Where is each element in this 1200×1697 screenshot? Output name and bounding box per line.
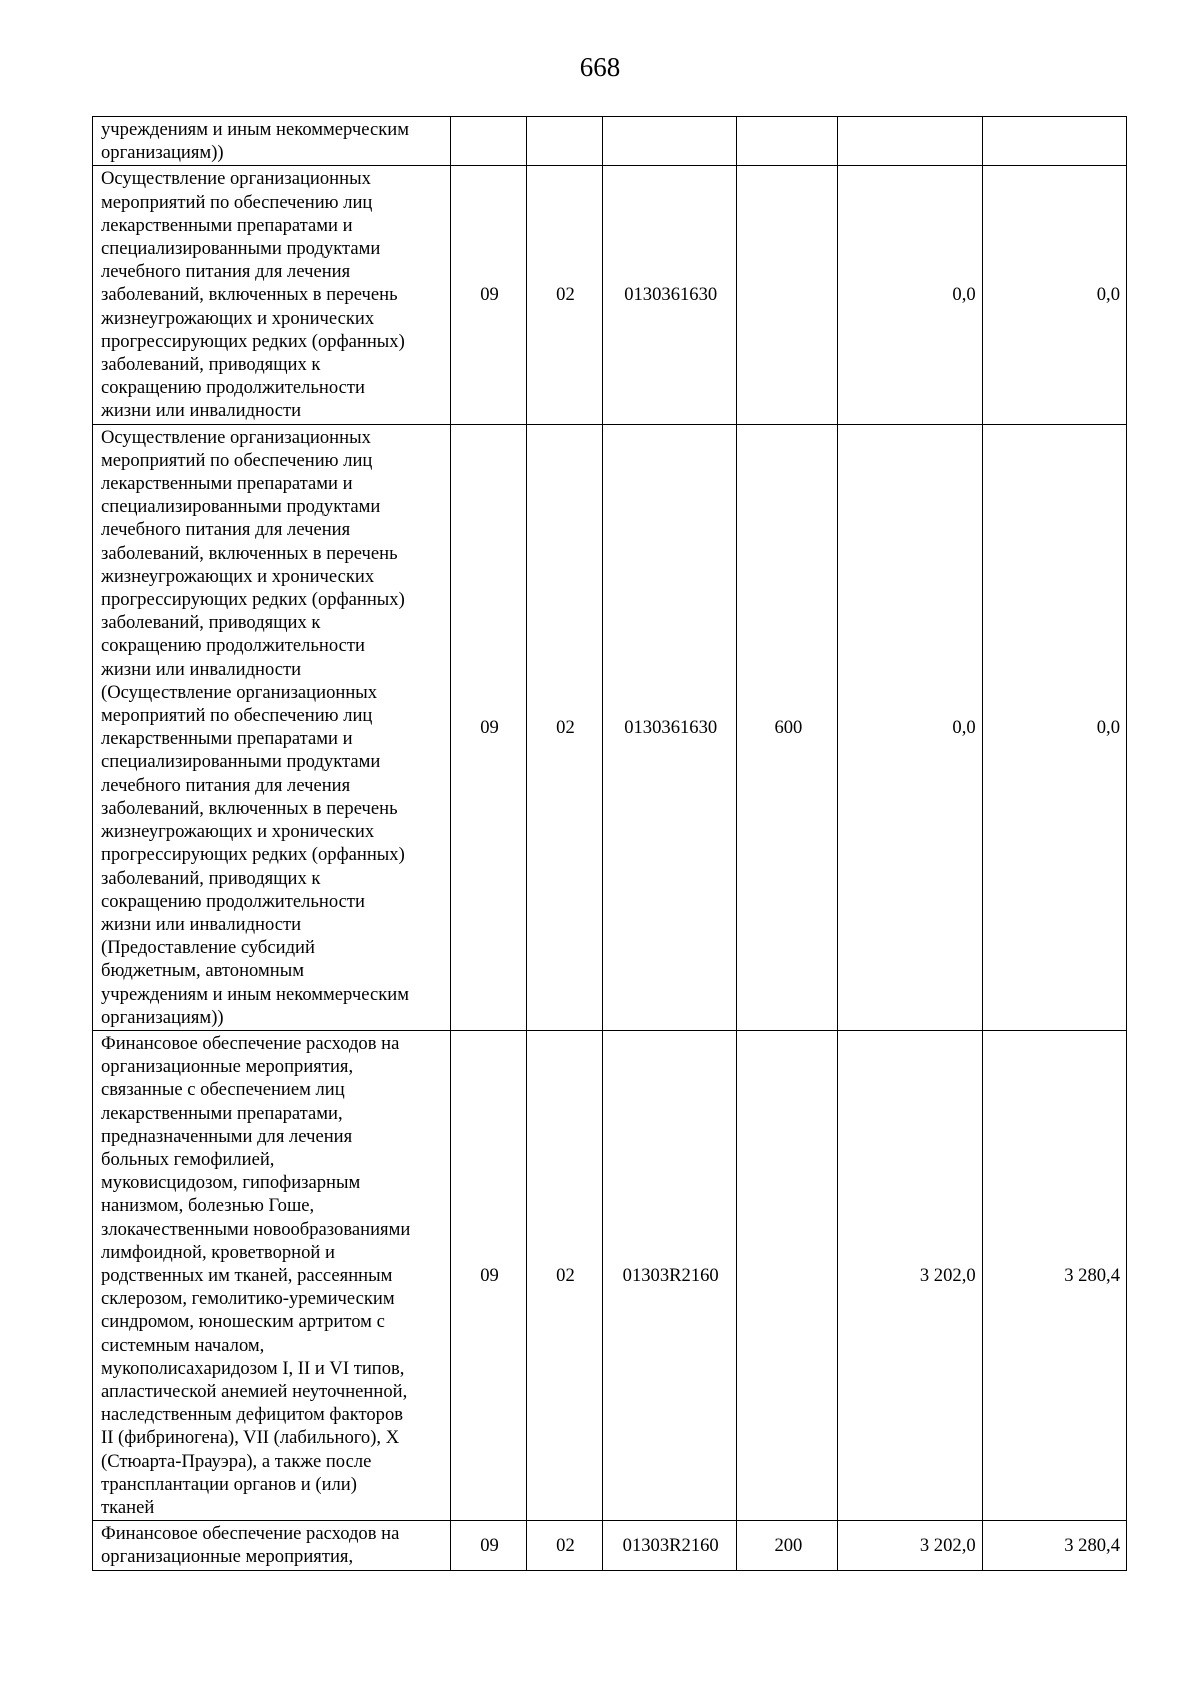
subsection-code-cell: 02 (526, 1030, 602, 1520)
amount-year-1-cell: 0,0 (838, 166, 982, 424)
description-line: мукополисахаридозом I, II и VI типов, (101, 1357, 405, 1379)
target-article-cell: 01303R2160 (602, 1030, 737, 1520)
description-line: мероприятий по обеспечению лиц (101, 705, 373, 727)
description-line: организациям)) (101, 142, 224, 164)
description-line: прогрессирующих редких (орфанных) (101, 330, 405, 352)
description-line: наследственным дефицитом факторов (101, 1404, 404, 1426)
expense-type-cell (737, 117, 838, 166)
subsection-code-cell: 02 (526, 424, 602, 1030)
description-line: склерозом, гемолитико-уремическим (101, 1288, 395, 1310)
expense-type-cell: 600 (737, 424, 838, 1030)
description-line: прогрессирующих редких (орфанных) (101, 589, 405, 611)
description-line: жизни или инвалидности (101, 658, 302, 680)
description-line: заболеваний, приводящих к (101, 612, 321, 634)
description-line: жизнеугрожающих и хронических (101, 307, 375, 329)
target-article-cell: 01303R2160 (602, 1521, 737, 1570)
amount-year-1-cell: 3 202,0 (838, 1030, 982, 1520)
description-line: заболеваний, включенных в перечень (101, 797, 398, 819)
description-line: предназначенными для лечения (101, 1125, 353, 1147)
description-cell (93, 117, 451, 166)
target-article-cell: 0130361630 (602, 424, 737, 1030)
expense-type-cell (737, 166, 838, 424)
description-line: лекарственными препаратами, (101, 1102, 343, 1124)
description-line: заболеваний, включенных в перечень (101, 284, 398, 306)
description-line: сокращению продолжительности (101, 377, 365, 399)
description-line: нанизмом, болезнью Гоше, (101, 1195, 315, 1217)
description-line: специализированными продуктами (101, 496, 381, 518)
description-line: муковисцидозом, гипофизарным (101, 1172, 361, 1194)
description-line: прогрессирующих редких (орфанных) (101, 844, 405, 866)
description-line: организациям)) (101, 1006, 224, 1028)
target-article-cell: 0130361630 (602, 166, 737, 424)
description-line: сокращению продолжительности (101, 890, 365, 912)
description-line: жизни или инвалидности (101, 913, 302, 935)
description-line: тканей (101, 1496, 155, 1518)
amount-year-1-cell: 0,0 (838, 424, 982, 1030)
description-line: бюджетным, автономным (101, 960, 304, 982)
description-line: связанные с обеспечением лиц (101, 1079, 345, 1101)
description-cell (93, 166, 451, 424)
description-line: заболеваний, включенных в перечень (101, 542, 398, 564)
description-line: организационные мероприятия, (101, 1546, 354, 1568)
expense-type-cell (737, 1030, 838, 1520)
description-line: родственных им тканей, рассеянным (101, 1264, 393, 1286)
description-line: (Стюарта-Прауэра), а также после (101, 1450, 372, 1472)
table-row (93, 1030, 1127, 1520)
description-line: лекарственными препаратами и (101, 473, 353, 495)
description-line: лечебного питания для лечения (101, 261, 351, 283)
description-line: жизнеугрожающих и хронических (101, 565, 375, 587)
amount-year-2-cell (982, 117, 1126, 166)
subsection-code-cell (526, 117, 602, 166)
description-cell (93, 1521, 451, 1570)
description-line: (Предоставление субсидий (101, 937, 315, 959)
description-line: апластической анемией неуточненной, (101, 1380, 408, 1402)
amount-year-2-cell: 0,0 (982, 424, 1126, 1030)
description-line: мероприятий по обеспечению лиц (101, 191, 373, 213)
description-line: синдромом, юношеским артритом с (101, 1311, 385, 1333)
amount-year-1-cell (838, 117, 982, 166)
description-line: трансплантации органов и (или) (101, 1473, 357, 1495)
amount-year-2-cell: 3 280,4 (982, 1521, 1126, 1570)
table-row (93, 166, 1127, 424)
target-article-cell (602, 117, 737, 166)
description-line: лекарственными препаратами и (101, 214, 353, 236)
description-line: учреждениям и иным некоммерческим (101, 119, 409, 140)
subsection-code-cell: 02 (526, 166, 602, 424)
amount-year-2-cell: 0,0 (982, 166, 1126, 424)
budget-table-body (93, 117, 1127, 1571)
expense-type-cell: 200 (737, 1521, 838, 1570)
description-line: сокращению продолжительности (101, 635, 365, 657)
section-code-cell: 09 (451, 166, 527, 424)
budget-table (92, 116, 1127, 1571)
description-line: учреждениям и иным некоммерческим (101, 983, 409, 1005)
subsection-code-cell: 02 (526, 1521, 602, 1570)
section-code-cell: 09 (451, 1030, 527, 1520)
amount-year-1-cell: 3 202,0 (838, 1521, 982, 1570)
description-line: заболеваний, приводящих к (101, 354, 321, 376)
description-line: Осуществление организационных (101, 426, 371, 448)
description-line: заболеваний, приводящих к (101, 867, 321, 889)
description-line: лечебного питания для лечения (101, 774, 351, 796)
table-row (93, 1521, 1127, 1570)
section-code-cell: 09 (451, 1521, 527, 1570)
section-code-cell: 09 (451, 424, 527, 1030)
description-line: больных гемофилией, (101, 1148, 275, 1170)
description-line: лечебного питания для лечения (101, 519, 351, 541)
section-code-cell (451, 117, 527, 166)
description-cell (93, 1030, 451, 1520)
description-line: Финансовое обеспечение расходов на (101, 1032, 400, 1054)
description-line: (Осуществление организационных (101, 681, 378, 703)
description-line: организационные мероприятия, (101, 1056, 354, 1078)
description-line: Осуществление организационных (101, 168, 371, 190)
page-number: 668 (579, 52, 621, 82)
description-line: лекарственными препаратами и (101, 728, 353, 750)
description-line: специализированными продуктами (101, 751, 381, 773)
description-line: злокачественными новообразованиями (101, 1218, 411, 1240)
description-line: мероприятий по обеспечению лиц (101, 449, 373, 471)
description-line: системным началом, (101, 1334, 265, 1356)
description-cell (93, 424, 451, 1030)
description-line: II (фибриногена), VII (лабильного), X (101, 1427, 400, 1449)
description-line: лимфоидной, кроветворной и (101, 1241, 335, 1263)
table-row (93, 424, 1127, 1030)
amount-year-2-cell: 3 280,4 (982, 1030, 1126, 1520)
description-line: специализированными продуктами (101, 238, 381, 260)
table-row (93, 117, 1127, 166)
description-line: жизни или инвалидности (101, 400, 302, 422)
description-line: жизнеугрожающих и хронических (101, 821, 375, 843)
description-line: Финансовое обеспечение расходов на (101, 1523, 400, 1545)
